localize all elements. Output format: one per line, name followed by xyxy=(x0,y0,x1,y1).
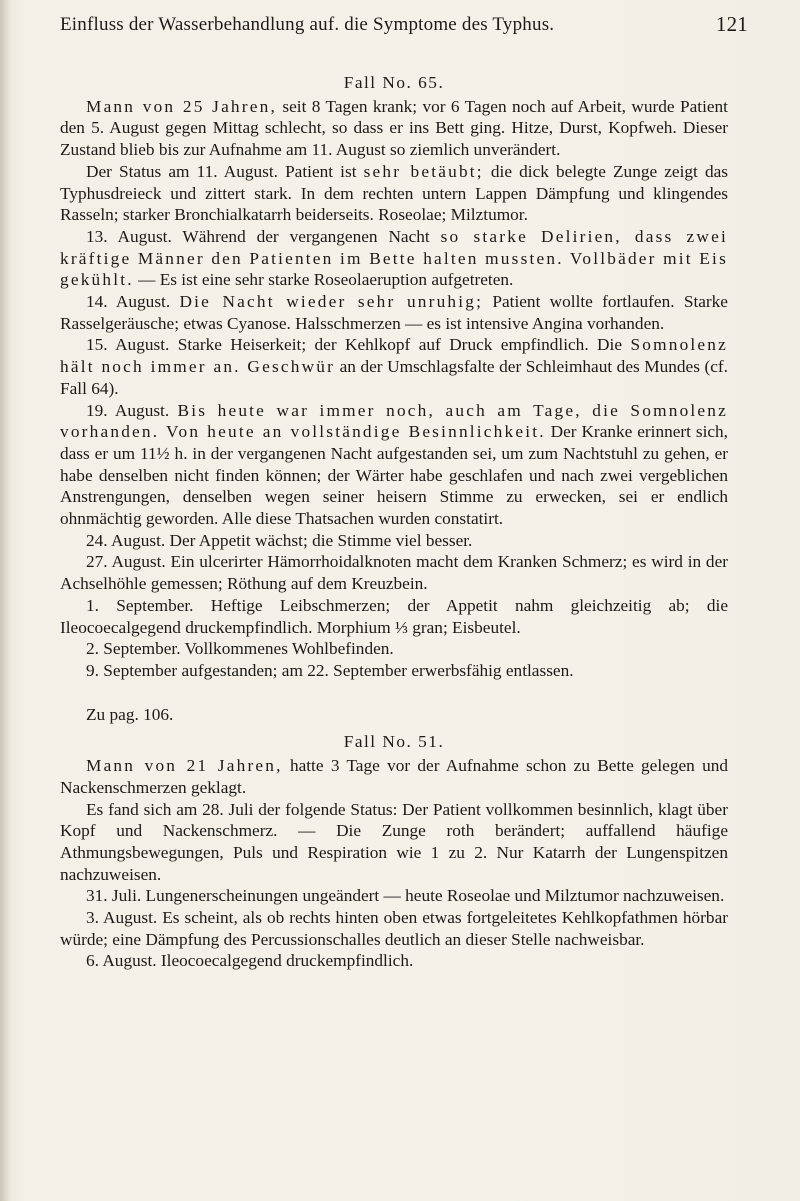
case-51-aug-6: 6. August. Ileocoecalgegend druckempfindlich. xyxy=(86,951,414,971)
case-65-aug-24: 24. August. Der Appetit wächst; die Stimme viel besser. xyxy=(86,530,473,550)
running-title: Einfluss der Wasserbehandlung auf. die Symptome des Typhus. xyxy=(60,14,555,35)
aug14-text-c: Patient wollte fortlaufen. Starke Rasselgeräusche; etwas Cyanose. Halsschmerzen — es ist intensive Angina vorhanden. xyxy=(60,292,728,333)
aug15-text-c: an der Umschlagsfalte der Schleimhaut des Mundes (cf. Fall 64). xyxy=(60,357,728,398)
aug15-emph: Somnolenz hält noch immer an. Geschwür xyxy=(60,335,728,377)
status-text-a: Der Status am 11. August. Patient ist xyxy=(86,161,364,181)
case-65-intro-emph: Mann von 25 Jahren, xyxy=(86,96,277,116)
page-body xyxy=(60,72,728,972)
case-51-intro xyxy=(60,755,728,798)
case-65-sep-2: 2. September. Vollkommenes Wohlbefinden. xyxy=(86,639,394,659)
case-65-sep-9: 9. September aufgestanden; am 22. September erwerbsfähig entlassen. xyxy=(86,660,574,680)
case-51-title: Fall No. 51. xyxy=(343,732,445,752)
case-51-intro-text: hatte 3 Tage vor der Aufnahme schon zu Bette gelegen und Nackenschmerzen geklagt. xyxy=(60,756,728,797)
running-head xyxy=(60,6,748,40)
aug14-text-a: 14. August. xyxy=(86,292,180,312)
aug19-text-a: 19. August. xyxy=(86,400,178,420)
case-65-aug-27: 27. August. Ein ulcerirter Hämorrhoidalknoten macht dem Kranken Schmerz; es wird in der Achselhöhle gemessen; Röthung auf dem Kreuzbein. xyxy=(60,552,728,594)
aug13-text-a: 13. August. Während der vergangenen Nacht xyxy=(86,226,441,246)
case-65-aug-15 xyxy=(60,334,728,399)
aug14-emph: Die Nacht wieder sehr unruhig; xyxy=(179,292,484,312)
case-51-aug-3: 3. August. Es scheint, als ob rechts hinten oben etwas fortgeleitetes Kehlkopfathmen hörbar würde; eine Dämpfung des Percussionschalles deutlich an dieser Stelle nachweisbar. xyxy=(60,908,728,949)
aug13-emph: so starke Delirien, dass zwei kräftige Männer den Patienten im Bette halten mussten. Vollbäder mit Eis gekühlt. xyxy=(60,226,728,290)
case-65-title: Fall No. 65. xyxy=(343,73,445,92)
case-65-aug-14 xyxy=(60,291,728,334)
case-65-aug-13 xyxy=(60,226,728,291)
status-emph: sehr betäubt; xyxy=(363,161,484,181)
case-51-status: Es fand sich am 28. Juli der folgende Status: Der Patient vollkommen besinnlich, klagt über Kopf und Nackenschmerz. — Die Zunge roth berändert; auffallend häufige Athmungsbewegungen, Puls und Respiration wie 1 zu 2. Nur Katarrh der Lungenspitzen nachzuweisen. xyxy=(60,799,728,884)
case-65-intro-text: seit 8 Tagen krank; vor 6 Tagen noch auf Arbeit, wurde Patient den 5. August gegen Mittag schlecht, so dass er ins Bett ging. Hitze, Durst, Kopfweh. Dieser Zustand blieb bis zur Aufnahme am 11. August so ziemlich unverändert. xyxy=(60,96,728,160)
case-51-jul-31: 31. Juli. Lungenerscheinungen ungeändert — heute Roseolae und Milztumor nachzuweisen. xyxy=(86,886,725,906)
page-gutter xyxy=(0,0,10,1201)
case-65-sep-1: 1. September. Heftige Leibschmerzen; der Appetit nahm gleichzeitig ab; die Ileocoecalgegend druckempfindlich. Morphium ⅓ gran; Eisbeutel. xyxy=(60,595,728,637)
aug19-text-c: Der Kranke erinnert sich, dass er um 11½ h. in der vergangenen Nacht aufgestanden sei, um zum Nachtstuhl zu gehen, er habe denselben nicht finden können; der Wärter habe geschlafen und nach zwei vergeblichen Anstrengungen, denselben wegen seiner heisern Stimme zu erwecken, sei er endlich ohnmächtig geworden. Alle diese Thatsachen wurden constatirt. xyxy=(60,422,729,529)
status-text-c: die dick belegte Zunge zeigt das Typhusdreieck und zittert stark. In dem rechten untern Lappen Dämpfung und klingendes Rasseln; starker Bronchialkatarrh beiderseits. Roseolae; Milztumor. xyxy=(60,161,728,225)
section-gap xyxy=(60,682,728,704)
case-65-intro xyxy=(60,96,728,161)
case-51-intro-emph: Mann von 21 Jahren, xyxy=(86,756,283,776)
aug15-text-a: 15. August. Starke Heiserkeit; der Kehlkopf auf Druck empfindlich. Die xyxy=(86,335,631,355)
page-number: 121 xyxy=(715,12,748,36)
aug13-text-c: — Es ist eine sehr starke Roseolaeruption aufgetreten. xyxy=(133,270,514,290)
aug19-emph: Bis heute war immer noch, auch am Tage, die Somnolenz vorhanden. Von heute an vollständige Besinnlichkeit. xyxy=(60,400,728,442)
case-65-aug-19 xyxy=(60,400,728,530)
case-65-status xyxy=(60,161,728,226)
page-reference-note: Zu pag. 106. xyxy=(86,704,174,724)
